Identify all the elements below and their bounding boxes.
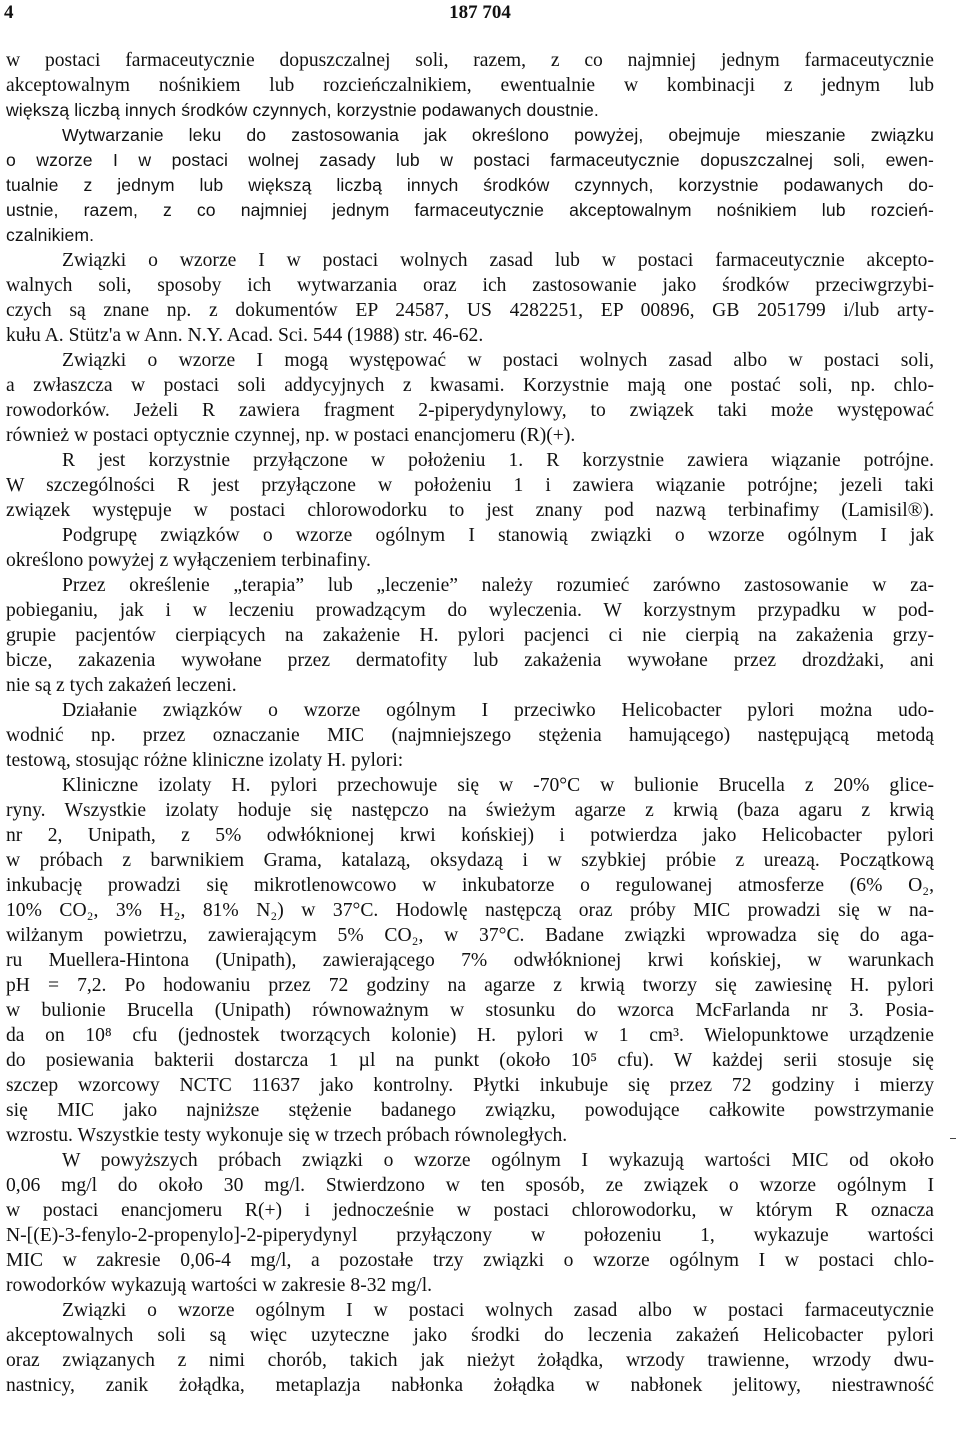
text-line: ustnie, razem, z co najmniej jednym farmaceutycznie akceptowalnym nośnikiem lub rozcień- xyxy=(6,200,934,220)
document-body xyxy=(6,48,934,1398)
text-line: akceptowalnych soli są więc uzyteczne jako środki do leczenia zakażeń Helicobacter pylori xyxy=(6,1325,934,1346)
text-line: pobieganiu, jak i w leczeniu prowadzącym do wyleczenia. W korzystnym przypadku w pod- xyxy=(6,600,934,621)
page-number: 4 xyxy=(4,2,14,23)
text-line: akceptowalnym nośnikiem lub rozcieńczalnikiem, ewentualnie w kombinacji z jednym lub xyxy=(6,75,934,96)
text-line: bicze, zakazenia wywołane przez dermatofity lub zakażenia wywołane przez drozdżaki, ani xyxy=(6,650,934,671)
text-line: MIC w zakresie 0,06-4 mg/l, a pozostałe trzy związki o wzorze ogólnym I w postaci chlo- xyxy=(6,1250,934,1271)
text-line: czych są znane np. z dokumentów EP 24587, US 4282251, EP 00896, GB 2051799 i/lub arty- xyxy=(6,300,934,321)
text-line: o wzorze I w postaci wolnej zasady lub w postaci farmaceutycznie dopuszczalnej soli, ewen- xyxy=(6,150,934,170)
text-line: do posiewania bakterii dostarcza 1 µl na punkt (około 10⁵ cfu). W każdej serii stosuje się xyxy=(6,1050,934,1071)
text-line: czalnikiem. xyxy=(6,225,95,245)
text-line: oraz związanych z nimi chorób, takich jak nieżyt żołądka, wrzody trawienne, wrzody dwu- xyxy=(6,1350,934,1371)
text-line: pH = 7,2. Po hodowaniu przez 72 godziny na agarze z krwią tworzy się zawiesinę H. pylori xyxy=(6,975,934,996)
text-line: inkubację prowadzi się mikrotlenowcowo w inkubatorze o regulowanej atmosferze (6% O₂, xyxy=(6,875,934,896)
text-line: 10% CO₂, 3% H₂, 81% N₂) w 37°C. Hodowlę następczą oraz próby MIC prowadzi się w na- xyxy=(6,900,934,921)
text-line: rowodorków. Jeżeli R zawiera fragment 2-piperydynylowy, to związek taki może występować xyxy=(6,400,934,421)
text-line: wzrostu. Wszystkie testy wykonuje się w trzech próbach równoległych. xyxy=(6,1125,568,1146)
text-line: Wytwarzanie leku do zastosowania jak określono powyżej, obejmuje mieszanie związku xyxy=(62,125,934,145)
text-line: rowodorków wykazują wartości w zakresie 8-32 mg/l. xyxy=(6,1275,433,1296)
text-line: a zwłaszcza w postaci soli addycyjnych z kwasami. Korzystnie mają one postać soli, np. chlo- xyxy=(6,375,934,396)
text-line: w bulionie Brucella (Unipath) równoważnym w stosunku do wzorca McFarlanda nr 3. Posia- xyxy=(6,1000,934,1021)
text-line: większą liczbą innych środków czynnych, korzystnie podawanych doustnie. xyxy=(6,100,599,120)
text-line: W powyższych próbach związki o wzorze ogólnym I wykazują wartości MIC od około xyxy=(62,1150,934,1171)
text-line: da on 10⁸ cfu (jednostek tworzących kolonie) H. pylori w 1 cm³. Wielopunktowe urządzenie xyxy=(6,1025,934,1046)
text-line: Związki o wzorze I mogą występować w postaci wolnych zasad albo w postaci soli, xyxy=(62,350,934,371)
text-line: nie są z tych zakażeń leczeni. xyxy=(6,675,237,696)
text-line: określono powyżej z wyłączeniem terbinafiny. xyxy=(6,550,371,571)
text-line: Związki o wzorze I w postaci wolnych zasad lub w postaci farmaceutycznie akcepto- xyxy=(62,250,934,271)
text-line: Związki o wzorze ogólnym I w postaci wolnych zasad albo w postaci farmaceutycznie xyxy=(62,1300,934,1321)
text-line: nr 2, Unipath, z 5% odwłóknionej krwi końskiej) i potwierdza jako Helicobacter pylori xyxy=(6,825,934,846)
text-line: nastnicy, zanik żołądka, metaplazja nabłonka żołądka w nabłonek jelitowy, niestrawność xyxy=(6,1375,934,1396)
text-line: w postaci farmaceutycznie dopuszczalnej soli, razem, z co najmniej jednym farmaceutycznie xyxy=(6,50,934,71)
text-line: Podgrupę związków o wzorze ogólnym I stanowią związki o wzorze ogólnym I jak xyxy=(62,525,934,546)
text-line: walnych soli, sposoby ich wytwarzania oraz ich zastosowanie jako środków przeciwgrzybi- xyxy=(6,275,934,296)
text-line: tualnie z jednym lub większą liczbą innych środków czynnych, korzystnie podawanych do- xyxy=(6,175,934,195)
patent-number: 187 704 xyxy=(449,2,511,23)
page-header xyxy=(0,2,960,28)
margin-mark xyxy=(950,1138,956,1139)
text-line: związek występuje w postaci chlorowodorku to jest znany pod nazwą terbinafimy (Lamisil®). xyxy=(6,500,934,521)
text-line: ryny. Wszystkie izolaty hoduje się następczo na świeżym agarze z krwią (baza agaru z krwią xyxy=(6,800,934,821)
text-line: W szczególności R jest przyłączone w położeniu 1 i zawiera wiązanie potrójne; jezeli taki xyxy=(6,475,934,496)
text-line: Działanie związków o wzorze ogólnym I przeciwko Helicobacter pylori można udo- xyxy=(62,700,934,721)
text-line: R jest korzystnie przyłączone w położeniu 1. R korzystnie zawiera wiązanie potrójne. xyxy=(62,450,934,471)
text-line: grupie pacjentów cierpiących na zakażenie H. pylori pacjenci ci nie cierpią na zakażenia grzy- xyxy=(6,625,934,646)
text-line: N-[(E)-3-fenylo-2-propenylo]-2-piperydynyl przyłączony w połozeniu 1, wykazuje wartości xyxy=(6,1225,934,1246)
text-line: również w postaci optycznie czynnej, np. w postaci enancjomeru (R)(+). xyxy=(6,425,576,446)
text-line: ru Muellera-Hintona (Unipath), zawierającego 7% odwłóknionej krwi końskiej, w warunkach xyxy=(6,950,934,971)
text-line: szczep wzorcowy NCTC 11637 jako kontrolny. Płytki inkubuje się przez 72 godziny i mierzy xyxy=(6,1075,934,1096)
text-line: wodnić np. przez oznaczanie MIC (najmniejszego stężenia hamującego) następującą metodą xyxy=(6,725,934,746)
text-line: 0,06 mg/l do około 30 mg/l. Stwierdzono w ten sposób, ze związek o wzorze ogólnym I xyxy=(6,1175,934,1196)
text-line: w postaci enancjomeru R(+) i jednocześnie w postaci chlorowodorku, w którym R oznacza xyxy=(6,1200,934,1221)
text-line: w próbach z barwnikiem Grama, katalazą, oksydazą i w szybkiej próbie z ureazą. Początkową xyxy=(6,850,934,871)
text-line: testową, stosując różne kliniczne izolaty H. pylori: xyxy=(6,750,404,771)
text-line: Przez określenie „terapia” lub „leczenie” należy rozumieć zarówno zastosowanie w za- xyxy=(62,575,934,596)
text-line: Kliniczne izolaty H. pylori przechowuje się w -70°C w bulionie Brucella z 20% glice- xyxy=(62,775,934,796)
text-line: wilżanym powietrzu, zawierającym 5% CO₂, w 37°C. Badane związki wprowadza się do aga- xyxy=(6,925,934,946)
text-line: kułu A. Stütz'a w Ann. N.Y. Acad. Sci. 544 (1988) str. 46-62. xyxy=(6,325,484,346)
text-line: się MIC jako najniższe stężenie badanego związku, powodujące całkowite powstrzymanie xyxy=(6,1100,934,1121)
